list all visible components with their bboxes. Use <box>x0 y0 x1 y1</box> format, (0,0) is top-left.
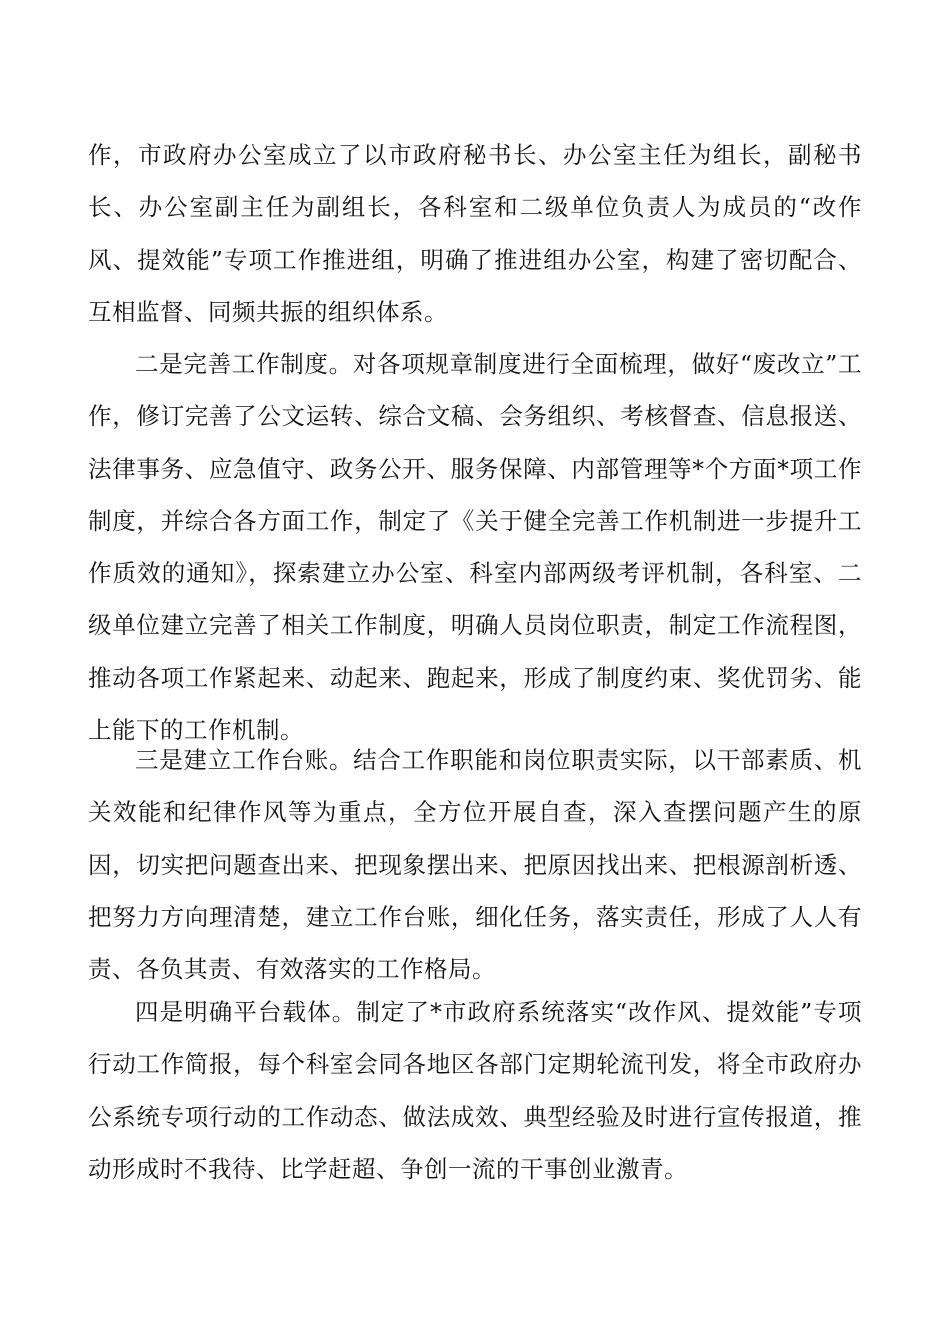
paragraph-work-system: 二是完善工作制度。对各项规章制度进行全面梳理，做好“废改立”工作，修订完善了公文运转、综合文稿、会务组织、考核督查、信息报送、法律事务、应急值守、政务公开、服务保障、内部管理等*个方面*项工作制度，并综合各方面工作，制定了《关于健全完善工作机制进一步提升工作质效的通知》，探索建立办公室、科室内部两级考评机制，各科室、二级单位建立完善了相关工作制度，明确人员岗位职责，制定工作流程图，推动各项工作紧起来、动起来、跑起来，形成了制度约束、奖优罚劣、能上能下的工作机制。 <box>88 350 862 745</box>
paragraph-continuation: 作，市政府办公室成立了以市政府秘书长、办公室主任为组长，副秘书长、办公室副主任为副组长，各科室和二级单位负责人为成员的“改作风、提效能”专项工作推进组，明确了推进组办公室，构建了密切配合、互相监督、同频共振的组织体系。 <box>88 141 862 326</box>
paragraph-platform-carrier: 四是明确平台载体。制定了*市政府系统落实“改作风、提效能”专项行动工作简报，每个科室会同各地区各部门定期轮流刊发，将全市政府办公系统专项行动的工作动态、做法成效、典型经验及时进行宣传报道，推动形成时不我待、比学赶超、争创一流的干事创业激青。 <box>88 998 862 1183</box>
paragraph-work-ledger: 三是建立工作台账。结合工作职能和岗位职责实际，以干部素质、机关效能和纪律作风等为重点，全方位开展自查，深入查摆问题产生的原因，切实把问题查出来、把现象摆出来、把原因找出来、把根源剖析透、把努力方向理清楚，建立工作台账，细化任务，落实责任，形成了人人有责、各负其责、有效落实的工作格局。 <box>88 746 862 984</box>
